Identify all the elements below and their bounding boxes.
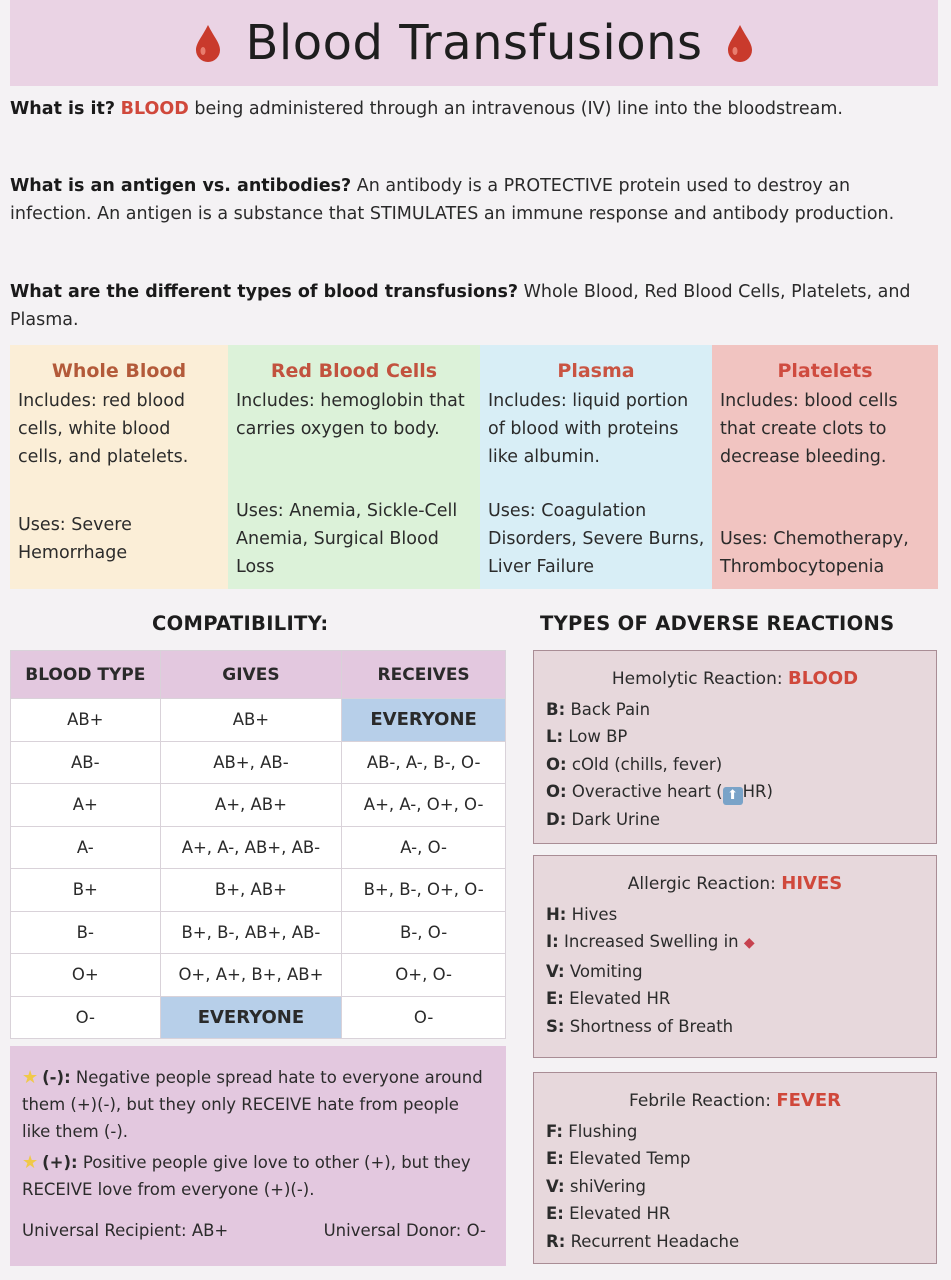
lips-icon: ◆ — [743, 935, 755, 951]
compatibility-table — [10, 650, 506, 1039]
list-item: E: Elevated Temp — [546, 1149, 691, 1168]
intro-antigen-antibodies: What is an antigen vs. antibodies? An antibody is a PROTECTIVE protein used to destroy an infection. An antigen is a substance that STIMULATES an immune response and antibody production. — [10, 176, 895, 224]
list-item: S: Shortness of Breath — [546, 1016, 734, 1036]
table-cell: AB+ — [11, 699, 161, 742]
list-item: E: Elevated HR — [546, 1204, 671, 1223]
table-row — [11, 699, 506, 742]
table-cell: O+ — [11, 954, 161, 997]
table-cell: B+ — [11, 869, 161, 912]
list-item: I: Increased Swelling in ◆ — [546, 928, 924, 958]
table-cell: A+, AB+ — [160, 784, 342, 827]
table-cell: AB- — [11, 741, 161, 784]
column-header: GIVES — [160, 651, 342, 699]
table-cell: AB-, A-, B-, O- — [342, 741, 506, 784]
type-card-includes: Includes: liquid portion of blood with proteins like albumin. — [488, 391, 689, 467]
reaction-title: Febrile Reaction: FEVER — [628, 1090, 842, 1111]
column-header: RECEIVES — [342, 651, 506, 699]
type-card-title: Red Blood Cells — [270, 360, 438, 382]
table-row — [11, 911, 506, 954]
table-cell: EVERYONE — [342, 699, 506, 742]
list-item: D: Dark Urine — [546, 809, 661, 829]
type-card-includes: Includes: hemoglobin that carries oxygen to body. — [236, 391, 465, 439]
list-item: H: Hives — [546, 904, 618, 924]
table-cell: B+, B-, AB+, AB- — [160, 911, 342, 954]
table-cell: B-, O- — [342, 911, 506, 954]
list-item: F: Flushing — [546, 1121, 638, 1141]
compatibility-notes — [10, 1046, 506, 1266]
table-row — [11, 826, 506, 869]
reaction-title: Hemolytic Reaction: BLOOD — [611, 668, 859, 689]
star-icon: ★ — [22, 1067, 39, 1088]
column-header: BLOOD TYPE — [11, 651, 161, 699]
blood-drop-icon — [193, 23, 223, 63]
hemolytic-reaction-card — [533, 650, 937, 844]
up-arrow-icon: ⬆ — [723, 787, 743, 805]
table-row — [11, 784, 506, 827]
list-item: B: Back Pain — [546, 699, 651, 719]
reaction-title: Allergic Reaction: HIVES — [627, 873, 843, 894]
table-cell: O+, O- — [342, 954, 506, 997]
universal-row — [22, 1217, 486, 1244]
type-card-uses: Uses: Severe Hemorrhage — [18, 515, 132, 563]
title-banner — [10, 0, 938, 86]
intro-transfusion-types: What are the different types of blood transfusions? Whole Blood, Red Blood Cells, Platelets, and Plasma. — [10, 282, 911, 330]
type-card-includes: Includes: red blood cells, white blood cells, and platelets. — [18, 391, 189, 467]
table-row — [11, 869, 506, 912]
negative-note: ★ (-): Negative people spread hate to everyone around them (+)(-), but they only RECEIVE hate from people like them (-). — [22, 1064, 492, 1145]
positive-note: ★ (+): Positive people give love to other (+), but they RECEIVE love from everyone (+)(-). — [22, 1149, 492, 1203]
table-cell: AB+, AB- — [160, 741, 342, 784]
type-card-title: Platelets — [777, 360, 873, 382]
table-cell: O- — [11, 996, 161, 1039]
table-row — [11, 741, 506, 784]
type-card-includes: Includes: blood cells that create clots to decrease bleeding. — [720, 391, 898, 467]
universal-donor: Universal Donor: O- — [323, 1221, 486, 1240]
allergic-reaction-card — [533, 855, 937, 1058]
type-card-platelets — [712, 345, 938, 589]
type-card-whole-blood — [10, 345, 228, 589]
list-item: O: cOld (chills, fever) — [546, 754, 723, 774]
table-cell: A-, O- — [342, 826, 506, 869]
table-row — [11, 954, 506, 997]
universal-recipient: Universal Recipient: AB+ — [22, 1221, 229, 1240]
table-cell: A+, A-, AB+, AB- — [160, 826, 342, 869]
table-row — [11, 996, 506, 1039]
type-card-uses: Uses: Coagulation Disorders, Severe Burns, Liver Failure — [488, 501, 705, 577]
intro-what-is-it: What is it? BLOOD being administered through an intravenous (IV) line into the bloodstream. — [10, 99, 843, 119]
febrile-reaction-card — [533, 1072, 937, 1264]
table-cell: A+, A-, O+, O- — [342, 784, 506, 827]
type-card-uses: Uses: Chemotherapy, Thrombocytopenia — [720, 529, 909, 577]
list-item: V: shiVering — [546, 1176, 646, 1196]
adverse-reactions-title: TYPES OF ADVERSE REACTIONS — [540, 612, 895, 635]
type-card-uses: Uses: Anemia, Sickle-Cell Anemia, Surgical Blood Loss — [236, 501, 458, 577]
list-item: E: Elevated HR — [546, 989, 671, 1008]
list-item: V: Vomiting — [546, 961, 643, 981]
table-header-row — [11, 651, 506, 699]
type-card-red-blood-cells — [228, 345, 480, 589]
star-icon: ★ — [22, 1152, 39, 1173]
table-cell: AB+ — [160, 699, 342, 742]
table-cell: B+, AB+ — [160, 869, 342, 912]
table-cell: A- — [11, 826, 161, 869]
compatibility-title: COMPATIBILITY: — [152, 612, 329, 635]
list-item: L: Low BP — [546, 727, 628, 746]
table-cell: O+, A+, B+, AB+ — [160, 954, 342, 997]
table-cell: O- — [342, 996, 506, 1039]
list-item: R: Recurrent Headache — [546, 1231, 740, 1251]
blood-drop-icon — [725, 23, 755, 63]
type-card-title: Plasma — [557, 360, 635, 382]
list-item: O: Overactive heart ( ⬆ HR) — [546, 782, 773, 803]
type-card-plasma — [480, 345, 712, 589]
page-title: Blood Transfusions — [245, 15, 703, 71]
transfusion-types-panel — [10, 345, 938, 589]
table-cell: B- — [11, 911, 161, 954]
table-cell: EVERYONE — [160, 996, 342, 1039]
table-cell: A+ — [11, 784, 161, 827]
table-cell: B+, B-, O+, O- — [342, 869, 506, 912]
type-card-title: Whole Blood — [51, 360, 187, 382]
